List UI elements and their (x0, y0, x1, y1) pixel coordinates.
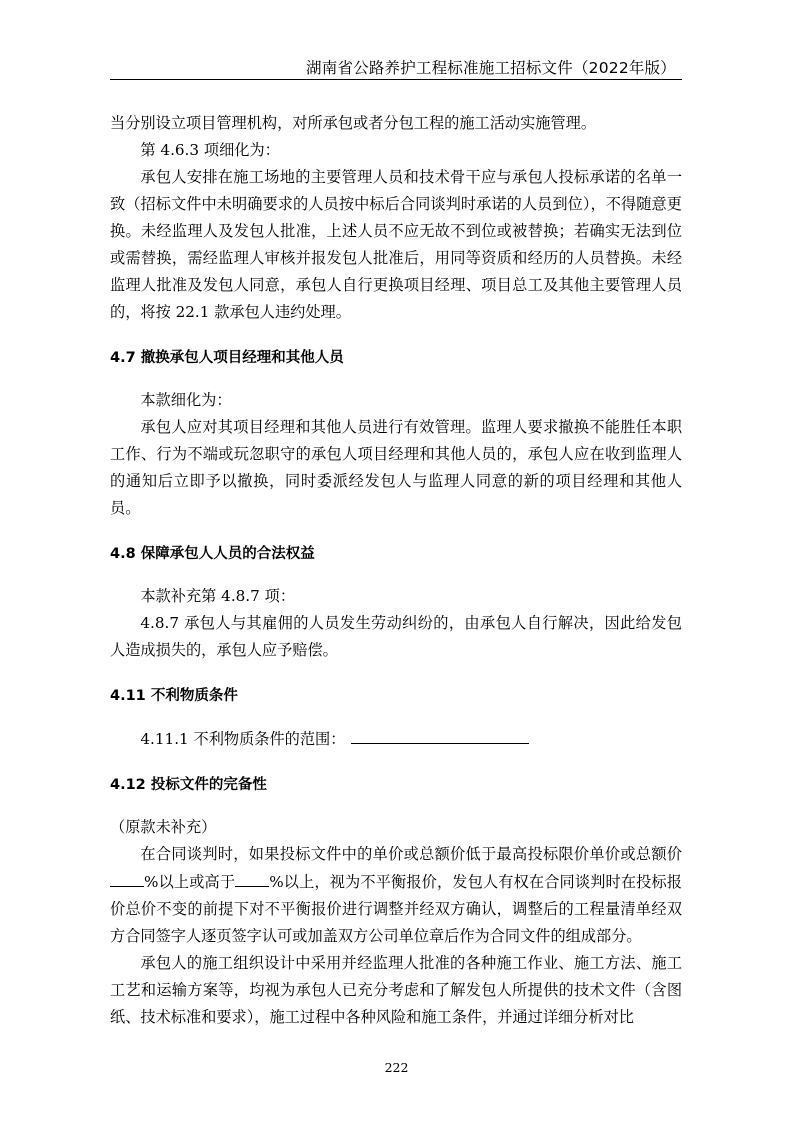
fill-in-blank[interactable] (351, 725, 529, 744)
section-heading-4-12: 4.12 投标文件的完备性 (110, 777, 267, 793)
paragraph (110, 841, 682, 950)
clause-intro: 本款补充第 4.8.7 项： (140, 587, 296, 605)
clause-intro: 本款细化为： (140, 391, 232, 409)
fill-in-line (110, 725, 682, 753)
note: （原款未补充） (110, 818, 217, 836)
paragraph: 4.8.7 承包人与其雇佣的人员发生劳动纠纷的，由承包人自行解决，因此给发包人造成损失的，承包人应予赔偿。 (110, 614, 682, 659)
text-run: 在合同谈判时，如果投标文件中的单价或总额价低于最高投标限价单价或总额价 (140, 845, 682, 863)
section-heading-4-7: 4.7 撤换承包人项目经理和其他人员 (110, 350, 344, 366)
fill-in-blank-lower[interactable] (110, 868, 144, 887)
fill-in-label: 4.11.1 不利物质条件的范围： (140, 730, 346, 748)
paragraph: 承包人应对其项目经理和其他人员进行有效管理。监理人要求撤换不能胜任本职工作、行为不端或玩忽职守的承包人项目经理和其他人员的，承包人应在收到监理人的通知后立即予以撤换，同时委派经发包人与监理人同意的新的项目经理和其他人员。 (110, 418, 682, 517)
fill-in-blank-upper[interactable] (235, 868, 269, 887)
text-run: %以上，视为不平衡报价，发包人有权在合同谈判时在投标报价总价不变的前提下对不平衡报价进行调整并经双方确认，调整后的工程量清单经双方合同签字人逐页签字认可或加盖双方公司单位章后作为合同文件的组成部分。 (110, 873, 682, 945)
section-heading-4-11: 4.11 不利物质条件 (110, 688, 238, 704)
paragraph: 承包人的施工组织设计中采用并经监理人批准的各种施工作业、施工方法、施工工艺和运输方案等，均视为承包人已充分考虑和了解发包人所提供的技术文件（含图纸、技术标准和要求），施工过程中各种风险和施工条件，并通过详细分析对比 (110, 954, 682, 1026)
header-rule (110, 79, 682, 80)
section-heading-4-8: 4.8 保障承包人人员的合法权益 (110, 546, 315, 562)
document-header: 湖南省公路养护工程标准施工招标文件（2022年版） (306, 59, 676, 77)
document-body (110, 110, 682, 1031)
clause-intro: 第 4.6.3 项细化为： (140, 141, 280, 159)
paragraph: 承包人安排在施工场地的主要管理人员和技术骨干应与承包人投标承诺的名单一致（招标文件中未明确要求的人员按中标后合同谈判时承诺的人员到位），不得随意更换。未经监理人及发包人批准，上述人员不应无故不到位或被替换；若确实无法到位或需替换，需经监理人审核并报发包人批准后，用同等资质和经历的人员替换。未经监理人批准及发包人同意，承包人自行更换项目经理、项目总工及其他主要管理人员的，将按 22.1 款承包人违约处理。 (110, 168, 682, 321)
text-run: %以上或高于 (144, 873, 236, 891)
paragraph: 当分别设立项目管理机构，对所承包或者分包工程的施工活动实施管理。 (110, 114, 596, 132)
page-number: 222 (384, 1060, 409, 1075)
